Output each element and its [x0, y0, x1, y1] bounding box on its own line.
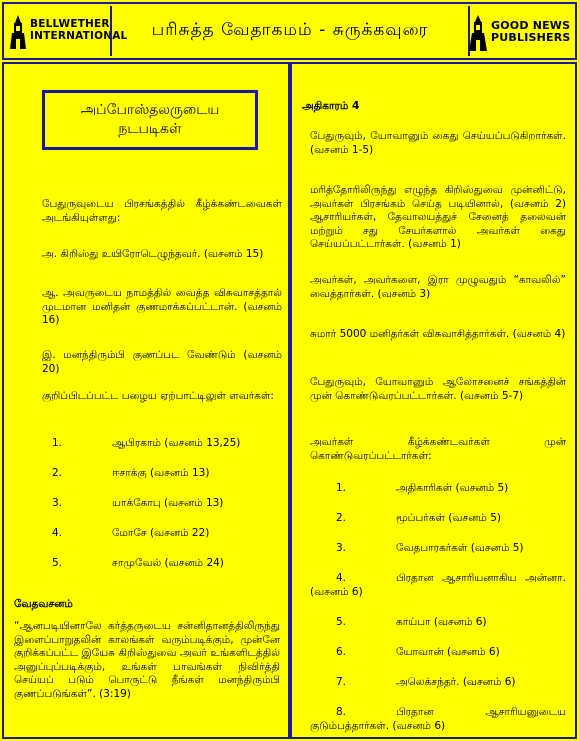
list-number: 4. — [52, 527, 63, 539]
list-number: 6. — [336, 646, 347, 658]
header-bar — [2, 2, 577, 60]
list-item: சாமுவேல் (வசனம் 24) — [112, 557, 224, 569]
verse-paragraph: “ஆனபடியினாலே கர்த்தருடைய சன்னிதானத்திலிருந்து இளைப்பாறுதலின் காலங்கள் வரும்படிக்கும், முன்னே குறிக்கப்பட்ட இயேசு கிறிஸ்துவை அவர் உங்களிடத்தில் அனுப்புப்படிக்கும், உங்கள் பாவங்கள் நிவிர்த்தி செய்யப் படும் பொருட்டு நீங்கள் மனந்திரும்பி குணப்படுங்கள்”. (3:19) — [14, 620, 280, 700]
bell-tower-icon — [8, 14, 28, 50]
list-item: காய்பா (வசனம் 6) — [396, 616, 487, 628]
list-item: மூப்பர்கள் (வசனம் 5) — [396, 512, 501, 524]
list-number: 2. — [336, 512, 347, 524]
bellwether-logo — [8, 10, 128, 56]
tower-icon — [467, 14, 489, 52]
verse-heading: வேதவசனம் — [14, 598, 73, 610]
logo-line: PUBLISHERS — [491, 31, 571, 44]
list-number: 7. — [336, 676, 347, 688]
good-news-logo — [467, 10, 571, 56]
right-column — [290, 62, 577, 739]
point-paragraph: இ. மனந்திரும்பி குணப்பட வேண்டும் (வசனம் 20) — [42, 349, 282, 375]
list-number: 1. — [336, 482, 347, 494]
book-title-line: அப்போஸ்தலருடைய — [80, 102, 220, 118]
list-item: ஆபிரகாம் (வசனம் 13,25) — [112, 437, 241, 449]
chapter-heading: அதிகாரம் 4 — [302, 100, 360, 112]
logo-line: GOOD NEWS — [491, 19, 571, 32]
logo-line: BELLWETHER — [30, 18, 110, 30]
list-number: 3. — [336, 542, 347, 554]
list-item: வேதபாரகர்கள் (வசனம் 5) — [396, 542, 524, 554]
list-item: ஈசாக்கு (வசனம் 13) — [112, 467, 210, 479]
list-number: 1. — [52, 437, 63, 449]
left-column — [2, 62, 290, 739]
intro-paragraph: பேதுருவுடைய பிரசங்கத்தில் கீழ்க்கண்டவைகள் அடங்கியுள்ளது: — [42, 198, 282, 224]
list-item: பிரதான ஆசாரியனுடைய குடும்பத்தார்கள். (வசனம் 6) — [310, 706, 566, 732]
chapter-paragraph: மரித்தோரிலிருந்து எழுந்த கிறிஸ்துவை முன்னிட்டு, அவர்கள் பிரசங்கம் செய்த படியினால், (வசனம் 2) ஆசாரியர்கள், தேவாலயத்துச் சேனைத் தலைவன் மற்றும் சது சேயர்களால் அவர்கள் கைது செய்யப்பட்டார்கள். (வசனம் 1) — [310, 184, 566, 250]
list-number: 5. — [336, 616, 347, 628]
ot-intro-paragraph: குறிப்பிடப்பட்ட பழைய ஏற்பாட்டிலுள் ளவர்கள்: — [42, 390, 274, 402]
list-item: பிரதான ஆசாரியனாகிய அன்னா. (வசனம் 6) — [310, 572, 566, 598]
list-number: 4. — [336, 572, 347, 584]
good-news-logo-text — [491, 20, 571, 44]
page-title: பரிசுத்த வேதாகமம் - சுருக்கவுரை — [110, 6, 470, 56]
list-number: 8. — [336, 706, 347, 718]
list-item: அதிகாரிகள் (வசனம் 5) — [396, 482, 509, 494]
book-title-line: நடபடிகள் — [118, 121, 182, 137]
chapter-paragraph: அவர்கள் கீழ்க்கண்டவர்கள் முன் கொண்டுவரப்பட்டார்கள்: — [310, 436, 566, 462]
list-number: 2. — [52, 467, 63, 479]
chapter-paragraph: சுமார் 5000 மனிதர்கள் விசுவாசித்தார்கள். (வசனம் 4) — [310, 328, 566, 340]
chapter-paragraph: அவர்கள், அவர்களை, இரா முழுவதும் “காவலில்” வைத்தார்கள். (வசனம் 3) — [310, 274, 566, 300]
chapter-paragraph: பேதுருவும், யோவானும் ஆலோசனைச் சங்கத்தின் முன் கொண்டுவரப்பட்டார்கள். (வசனம் 5-7) — [310, 376, 566, 402]
chapter-paragraph: பேதுருவும், யோவானும் கைது செய்யப்படுகிறார்கள். (வசனம் 1-5) — [310, 130, 566, 156]
book-title-box — [42, 90, 258, 150]
list-number: 5. — [52, 557, 63, 569]
list-item: யோவான் (வசனம் 6) — [396, 646, 500, 658]
list-item: மோசே (வசனம் 22) — [112, 527, 210, 539]
list-number: 3. — [52, 497, 63, 509]
point-paragraph: அ. கிறிஸ்து உயிரோடெழுந்தவர். (வசனம் 15) — [42, 248, 264, 260]
point-paragraph: ஆ. அவருடைய நாமத்தில் வைத்த விசுவாசத்தால் முடமான மனிதன் குணமாக்கப்பட்டான். (வசனம் 16) — [42, 287, 282, 326]
list-item: அலெக்சந்தர். (வசனம் 6) — [396, 676, 516, 688]
list-item: யாக்கோபு (வசனம் 13) — [112, 497, 224, 509]
logo-line: INTERNATIONAL — [30, 30, 128, 42]
